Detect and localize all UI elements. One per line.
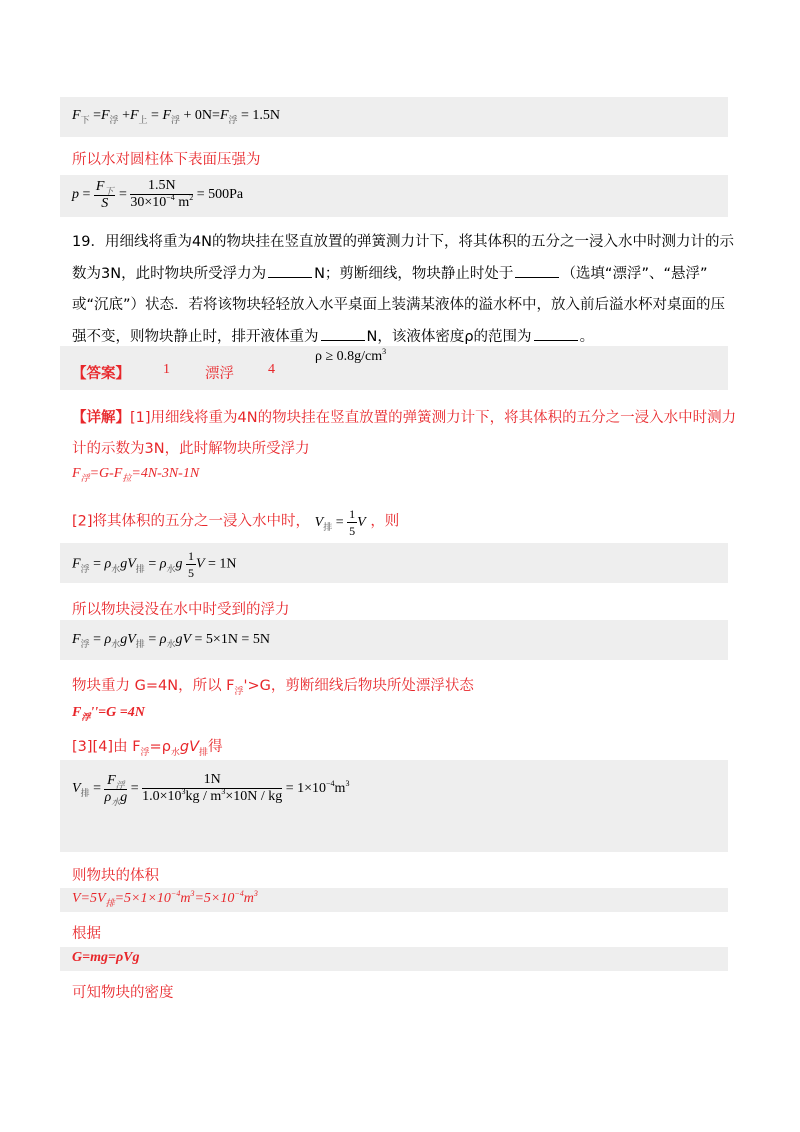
detail-line-9: 可知物块的密度 (72, 985, 174, 1001)
detail-line-6: [3][4]由 $F_浮=\rho_水gV_排$得 (72, 739, 223, 758)
blank-2[interactable] (515, 263, 559, 278)
detail-line-3: [2]将其体积的五分之一浸入水中时， $V_排$ = $\frac{1}{5}$ V ，则 (72, 507, 400, 538)
blank-3[interactable] (321, 326, 365, 341)
detail-line-5: 物块重力 G=4N，所以 $F_浮'>G$，剪断细线后物块所处漂浮状态 (72, 678, 474, 697)
question-line-2: 数为3N，此时物块所受浮力为 N；剪断细线，物块静止时处于 （选填“漂浮”、“悬浮” (72, 262, 708, 283)
formula-band-7 (60, 947, 728, 971)
answer-band (60, 346, 728, 390)
answer-1: 1 (163, 362, 170, 377)
detail-line-8: 根据 (72, 926, 101, 942)
blank-4[interactable] (534, 326, 578, 341)
answer-3: 4 (268, 362, 275, 377)
question-line-4: 强不变，则物块静止时，排开液体重为 N，该液体密度ρ的范围为 。 (72, 325, 594, 346)
buoyancy-formula-1: $F_浮 = \rho_水gV_排 = \rho_水g$ $\frac{1}{5}$ V = 1N (72, 549, 237, 580)
detail-line-2: 计的示数为3N，此时解物块所受浮力 (72, 441, 310, 457)
detail-line-1: 【详解】[1]用细线将重为4N的物块挂在竖直放置的弹簧测力计下，将其体积的五分之一浸入水中时测力 (72, 410, 737, 426)
volume-formula: $V_排$ = $\frac{F_浮}{\rho_水g}$ = $\frac{1N}{1.0\times 10^3kg / m^3\times 10N / kg}$ = $1\times 10^{-4}m^3$ (72, 772, 350, 807)
answer-label: 【答案】 (72, 366, 130, 382)
detail-eq-g: G=mg=ρVg (72, 950, 140, 965)
detail-line-7: 则物块的体积 (72, 868, 159, 884)
pressure-intro-text: 所以水对圆柱体下表面压强为 (72, 152, 261, 168)
question-line-1: 19．用细线将重为4N的物块挂在竖直放置的弹簧测力计下，将其体积的五分之一浸入水中时测力计的示 (72, 234, 735, 250)
detail-eq-1: $F_浮=G-F_拉=4N-3N-1N$ (72, 466, 200, 483)
question-line-3: 或“沉底”）状态．若将该物块轻轻放入水平桌面上装满某液体的溢水杯中，放入前后溢水杯对桌面的压 (72, 297, 726, 313)
detail-line-4: 所以物块浸没在水中时受到的浮力 (72, 602, 290, 618)
blank-1[interactable] (268, 263, 312, 278)
force-balance-formula: $F_下 =F_浮 +F_上 = F_浮 + 0N=F_浮 = 1.5N$ (72, 108, 281, 125)
pressure-formula: p = $\frac{F_下}{S}$ = $\frac{1.5N}{30\times 10^{-4} m^2}$ = 500Pa (72, 178, 244, 211)
answer-2: 漂浮 (205, 366, 234, 382)
detail-eq-float: $F_浮''=G =4N$ (72, 705, 145, 722)
buoyancy-formula-2: $F_浮 = \rho_水gV_排 = \rho_水gV = 5\times 1N = 5N$ (72, 632, 270, 649)
detail-eq-volume: $V=5V_排=5\times 1\times 10^{-4}m^3=5\times 10^{-4}m^3$ (72, 889, 258, 908)
answer-4: $\rho \ge 0.8g/cm^3$ (315, 347, 387, 364)
